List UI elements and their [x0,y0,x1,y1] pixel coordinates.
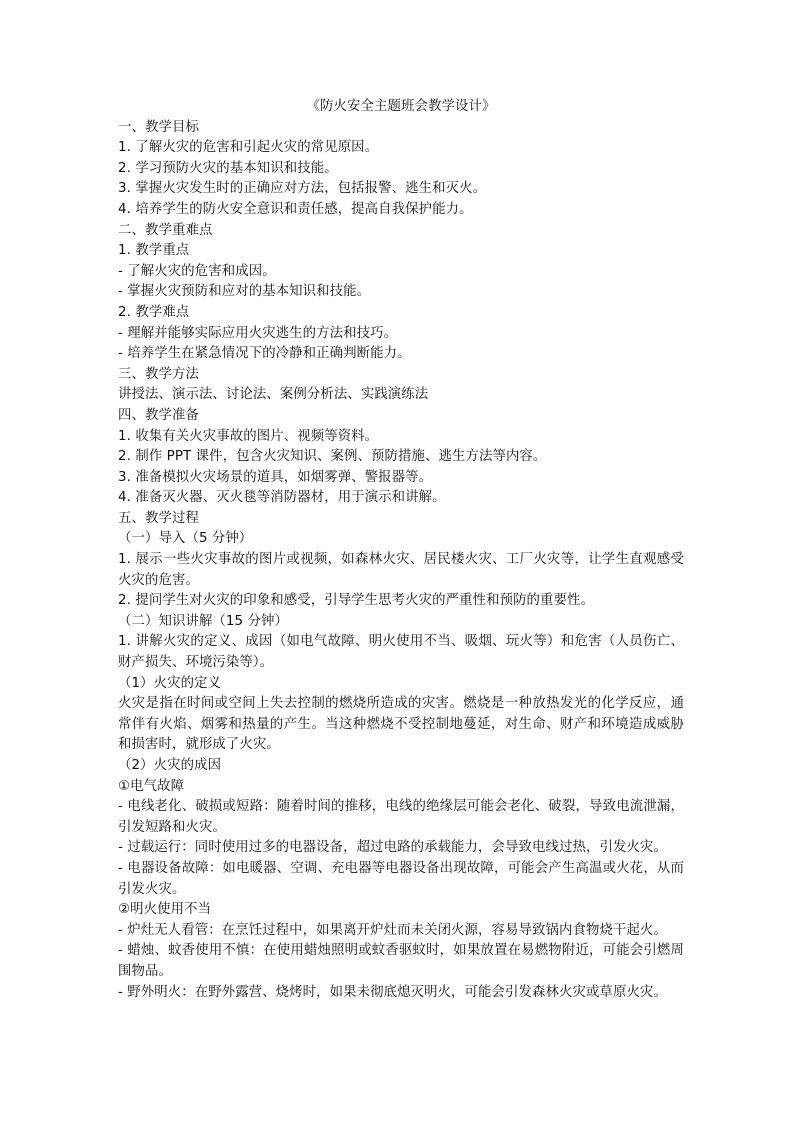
objective-item: 2. 学习预防火灾的基本知识和技能。 [118,160,338,176]
preparation-item: 1. 收集有关火灾事故的图片、视频等资料。 [118,428,379,444]
heading-key-difficult-points: 二、教学重难点 [118,222,213,238]
bullet-item: - 过载运行：同时使用过多的电器设备，超过电路的承载能力，会导致电线过热，引发火灾。 [118,840,667,856]
bullet-item: - 蜡烛、蚊香使用不慎：在使用蜡烛照明或蚊香驱蚊时，如果放置在易燃物附近，可能会引燃周围物品。 [118,943,684,979]
bullet-item: - 野外明火：在野外露营、烧烤时，如果未彻底熄灭明火，可能会引发森林火灾或草原火灾。 [118,984,667,1000]
objective-item: 4. 培养学生的防火安全意识和责任感，提高自我保护能力。 [118,201,473,217]
heading-methods: 三、教学方法 [118,366,199,382]
objective-item: 3. 掌握火灾发生时的正确应对方法，包括报警、逃生和灭火。 [118,181,487,197]
heading-process: 五、教学过程 [118,510,199,526]
heading-objectives: 一、教学目标 [118,119,199,135]
process-item: 2. 提问学生对火灾的印象和感受，引导学生思考火灾的严重性和预防的重要性。 [118,593,595,609]
subheading-knowledge: （二）知识讲解（15 分钟） [118,613,288,629]
subheading-fire-causes: （2）火灾的成因 [118,758,222,773]
objective-item: 1. 了解火灾的危害和引起火灾的常见原因。 [118,140,379,156]
heading-preparation: 四、教学准备 [118,407,199,423]
bullet-item: - 培养学生在紧急情况下的冷静和正确判断能力。 [118,346,411,362]
subheading-introduction: （一）导入（5 分钟） [118,531,253,547]
fire-definition-text: 火灾是指在时间或空间上失去控制的燃烧所造成的灾害。燃烧是一种放热发光的化学反应，通常伴有火焰、烟雾和热量的产生。当这种燃烧不受控制地蔓延，对生命、财产和环境造成威胁和损害时，就形成了火灾。 [118,696,684,753]
cause-electrical: ①电气故障 [118,778,185,794]
preparation-item: 4. 准备灭火器、灭火毯等消防器材，用于演示和讲解。 [118,490,446,506]
document-title: 《防火安全主题班会教学设计》 [306,99,496,114]
subheading-difficult-points: 2. 教学难点 [118,304,190,320]
bullet-item: - 电线老化、破损或短路：随着时间的推移，电线的绝缘层可能会老化、破裂，导致电流泄漏，引发短路和火灾。 [118,799,684,835]
cause-open-flame: ②明火使用不当 [118,902,212,918]
bullet-item: - 了解火灾的危害和成因。 [118,263,276,279]
document-body [118,97,684,1003]
subheading-fire-definition: （1）火灾的定义 [118,675,222,691]
knowledge-item: 1. 讲解火灾的定义、成因（如电气故障、明火使用不当、吸烟、玩火等）和危害（人员伤亡、财产损失、环境污染等）。 [118,634,684,671]
bullet-item: - 掌握火灾预防和应对的基本知识和技能。 [118,284,371,300]
process-item: 1. 展示一些火灾事故的图片或视频，如森林火灾、居民楼火灾、工厂火灾等，让学生直观感受火灾的危害。 [118,552,684,588]
preparation-item: 3. 准备模拟火灾场景的道具，如烟雾弹、警报器等。 [118,469,433,485]
bullet-item: - 炉灶无人看管：在烹饪过程中，如果离开炉灶而未关闭火源，容易导致锅内食物烧干起火。 [118,922,667,938]
bullet-item: - 电器设备故障：如电暖器、空调、充电器等电器设备出现故障，可能会产生高温或火花，从而引发火灾。 [118,860,684,897]
bullet-item: - 理解并能够实际应用火灾逃生的方法和技巧。 [118,325,398,341]
methods-text: 讲授法、演示法、讨论法、案例分析法、实践演练法 [118,387,429,403]
preparation-item: 2. 制作 PPT 课件，包含火灾知识、案例、预防措施、逃生方法等内容。 [118,449,547,465]
subheading-key-points: 1. 教学重点 [118,243,190,259]
